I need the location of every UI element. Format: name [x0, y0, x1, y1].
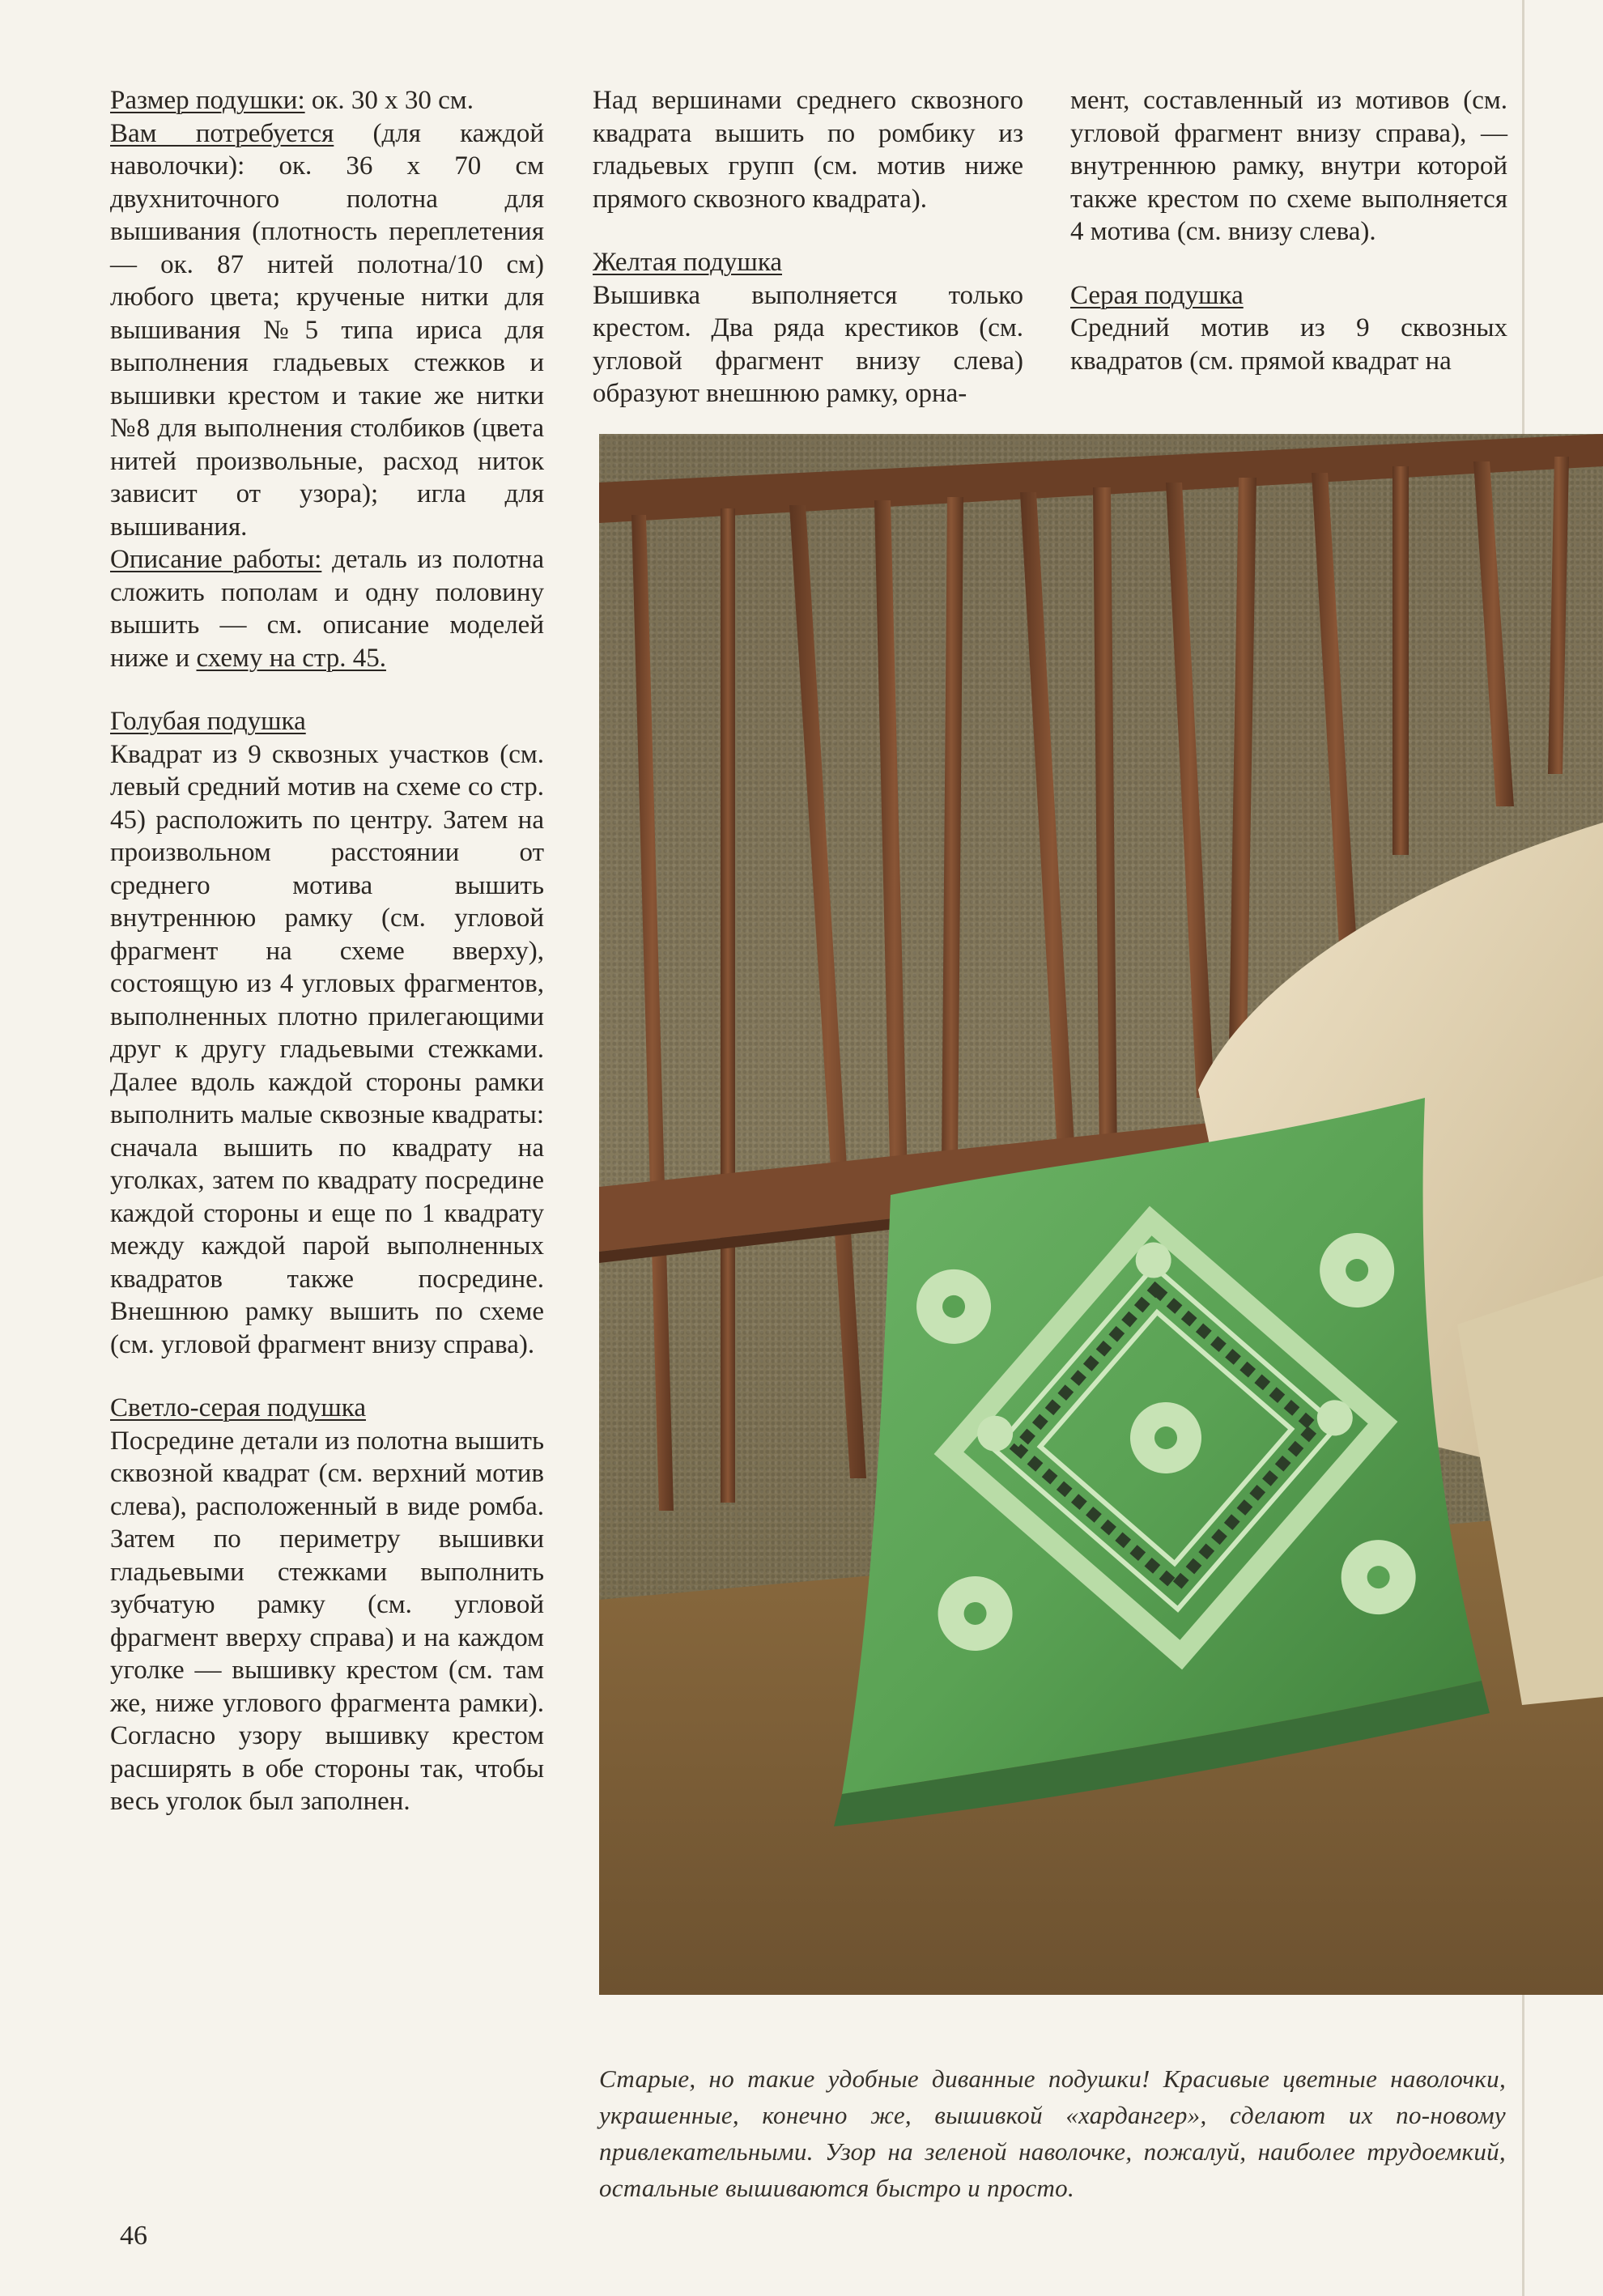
scheme-reference: схему на стр. 45. [196, 643, 386, 673]
text-blue-pillow: Квадрат из 9 сквозных участков (см. левый средний мотив на схеме со стр. 45) расположить по центру. Затем на произвольном расстоянии от среднего мотива вышить внутреннюю рамку (см. угловой фрагмент на схеме вверху), состоящую из 4 угловых фрагментов, выполненных плотно прилегающими друг к другу гладьевыми стежками. Далее вдоль каждой стороны рамки выполнить малые сквозные квадраты: сначала вышить по квадрату на уголках, затем по квадрату посредине каждой стороны и еще по 1 квадрату между каждой парой выполненных квадратов также посредине. Внешнюю рамку вышить по схеме (см. угловой фрагмент внизу справа). [110, 739, 544, 1359]
text-column-left [110, 84, 544, 1818]
section-gray-pillow [1070, 279, 1507, 378]
text-gray-pillow: Средний мотив из 9 сквозных квадратов (см. прямой квадрат на [1070, 313, 1507, 376]
heading-gray-pillow: Серая подушка [1070, 280, 1244, 310]
heading-blue-pillow: Голубая подушка [110, 707, 306, 736]
need-label: Вам потребуется [110, 118, 334, 148]
desc-label: Описание работы: [110, 545, 322, 574]
need-text: (для каждой наволочки): ок. 36 х 70 см двухниточного полотна для вышивания (плотность переплетения — ок. 87 нитей полотна/10 см) любого цвета; крученые нитки для вышивания №5 типа ириса для выполнения гладьевых стежков и вышивки крестом и такие же нитки №8 для выполнения столбиков (цвета нитей произвольные, расход ниток зависит от узора); игла для вышивания. [110, 118, 545, 542]
text-column-middle [593, 84, 1023, 410]
paragraph-continuation: Над вершинами среднего сквозного квадрата вышить по ромбику из гладьевых групп (см. мотив ниже прямого сквозного квадрата). [593, 86, 1023, 214]
text-yellow-pillow: Вышивка выполняется только крестом. Два ряда крестиков (см. угловой фрагмент внизу слева) образуют внешнюю рамку, орна- [593, 280, 1023, 408]
size-text: ок. 30 х 30 см. [304, 86, 474, 115]
heading-yellow-pillow: Желтая подушка [593, 248, 782, 277]
page-number: 46 [120, 2221, 147, 2251]
section-blue-pillow [110, 705, 544, 1361]
desc-text: деталь из полотна сложить пополам и одну половину вышить — см. описание моделей ниже и [110, 545, 544, 673]
heading-lightgray-pillow: Светло-серая подушка [110, 1393, 366, 1422]
size-label: Размер подушки: [110, 86, 305, 115]
paragraph-continuation-right: мент, составленный из мотивов (см. угловой фрагмент внизу справа), — внутреннюю рамку, внутри которой также крестом по схеме выполняется 4 мотива (см. внизу слева). [1070, 86, 1507, 246]
section-yellow-pillow [593, 246, 1023, 410]
photo-caption: Старые, но такие удобные диванные подушки! Красивые цветные наволочки, украшенные, конечно же, вышивкой «хардангер», сделают их по-новому привлекательными. Узор на зеленой наволочке, пожалуй, наиболее трудоемкий, остальные вышиваются быстро и просто. [599, 2064, 1506, 2202]
photo-illustration [599, 434, 1603, 1995]
section-lightgray-pillow [110, 1392, 544, 1818]
photo-pillows-on-bench [599, 434, 1603, 1995]
paragraph-materials [110, 84, 544, 674]
text-lightgray-pillow: Посредине детали из полотна вышить сквозной квадрат (см. верхний мотив слева), расположенный в виде ромба. Затем по периметру вышивки гладьевыми стежками выполнить зубчатую рамку (см. угловой фрагмент вверху справа) и на каждом уголке — вышивку крестом (см. там же, ниже углового фрагмента рамки). Согласно узору вышивку крестом расширять в обе стороны так, чтобы весь уголок был заполнен. [110, 1426, 544, 1816]
text-column-right [1070, 84, 1507, 377]
